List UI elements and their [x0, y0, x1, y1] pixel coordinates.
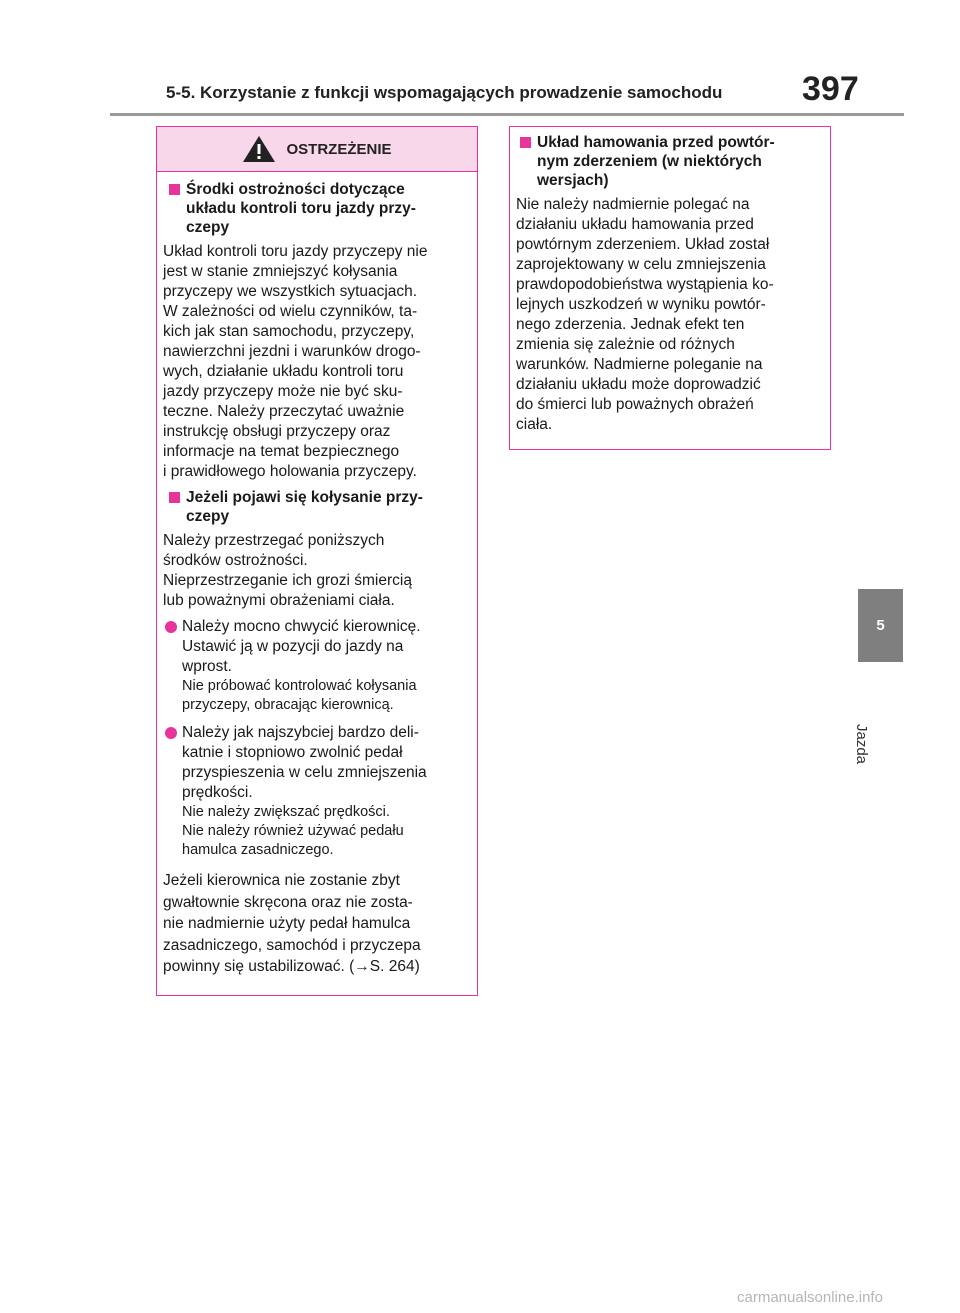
square-bullet-icon [520, 137, 531, 148]
brake-warning-box [509, 126, 831, 450]
page-number: 397 [802, 70, 859, 108]
warning-heading-trailer-sway-control [169, 180, 471, 237]
chapter-number: 5 [876, 617, 885, 634]
chapter-label [853, 668, 896, 765]
chapter-label-text: Jazda [853, 724, 870, 765]
warning-triangle-icon [242, 135, 276, 163]
warning-heading-trailer-sway [169, 488, 471, 526]
watermark: carmanualsonline.info [737, 1289, 883, 1306]
circle-bullet-icon [165, 621, 177, 633]
warning-paragraph-final: Jeżeli kierownica nie zostanie zbyt gwałtownie skręcona oraz nie zosta- nie nadmiernie użyty pedał hamulca zasadniczego, samochód i przyczepa powinny się ustabilizować. (→S. 264) [163, 872, 421, 975]
warning-paragraph: Układ kontroli toru jazdy przyczepy nie jest w stanie zmniejszyć kołysania przyczepy we wszystkich sytuacjach. W zależności od wielu czynników, ta- kich jak stan samochodu, przyczepy, nawierzchni jezdni i warunków drogo- wych, działanie układu kontroli toru jazdy przyczepy może nie być sku- teczne. Należy przeczytać uważnie instrukcję obsługi przyczepy oraz informacje na temat bezpiecznego i prawidłowego holowania przyczepy. [163, 243, 428, 480]
heading-secondary-collision-brake [520, 133, 824, 190]
brake-paragraph: Nie należy nadmiernie polegać na działaniu układu hamowania przed powtórnym zderzeniem. Układ został zaprojektowany w celu zmniejszenia prawdopodobieństwa wystąpienia ko- lejnych uszkodzeń w wyniku powtór- nego zderzenia. Jednak efekt ten zmienia się zależnie od różnych warunków. Nadmierne poleganie na działaniu układu może doprowadzić do śmierci lub poważnych obrażeń ciała. [516, 196, 774, 433]
heading-text: Układ hamowania przed powtór- nym zderzeniem (w niektórych wersjach) [537, 134, 775, 189]
bullet-text: Należy mocno chwycić kierownicę. Ustawić ją w pozycji do jazdy na wprost. [182, 618, 421, 675]
warning-header [157, 127, 477, 172]
circle-bullet-icon [165, 727, 177, 739]
list-item [163, 723, 471, 803]
bullet-text: Należy jak najszybciej bardzo deli- katnie i stopniowo zwolnić pedał przyspieszenia w celu zmniejszenia prędkości. [182, 724, 427, 801]
warning-box [156, 126, 478, 996]
heading-text: Jeżeli pojawi się kołysanie przy- czepy [186, 489, 423, 525]
chapter-tab[interactable] [858, 589, 903, 662]
warning-body [157, 172, 477, 978]
list-item [163, 617, 471, 677]
heading-text: Środki ostrożności dotyczące układu kontroli toru jazdy przy- czepy [186, 181, 416, 236]
warning-title: OSTRZEŻENIE [286, 140, 392, 158]
warning-paragraph: Należy przestrzegać poniższych środków ostrożności. Nieprzestrzeganie ich grozi śmiercią lub poważnymi obrażeniami ciała. [163, 532, 412, 609]
bullet-note: Nie należy zwiększać prędkości. Nie należy również używać pedału hamulca zasadniczego. [182, 804, 404, 858]
square-bullet-icon [169, 492, 180, 503]
bullet-note: Nie próbować kontrolować kołysania przyczepy, obracając kierownicą. [182, 678, 417, 713]
section-title: 5-5. Korzystanie z funkcji wspomagających prowadzenie samochodu [166, 83, 723, 102]
square-bullet-icon [169, 184, 180, 195]
header-rule [110, 113, 904, 116]
